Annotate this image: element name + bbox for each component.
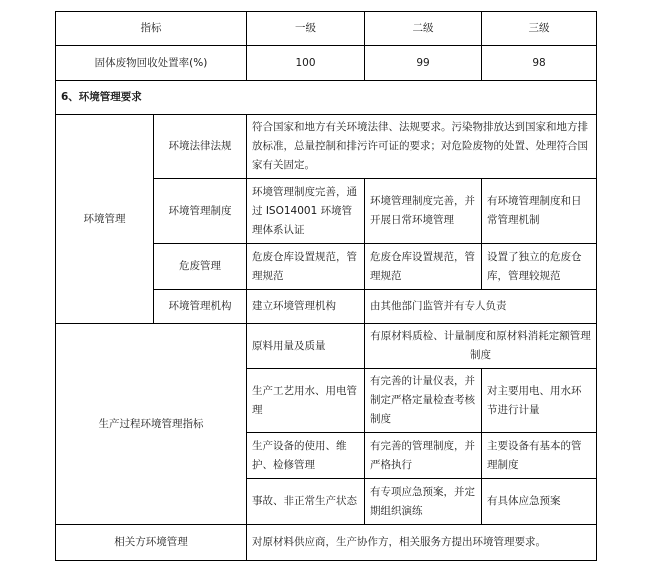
- materials-label: 原料用量及质量: [247, 324, 365, 369]
- water-label: 生产工艺用水、用电管理: [247, 369, 365, 433]
- waste-rate-level1: 100: [247, 46, 365, 81]
- hazard-level3: 设置了独立的危废仓库，管理较规范: [482, 244, 597, 290]
- org-level23: 由其他部门监管并有专人负责: [365, 290, 597, 324]
- system-label: 环境管理制度: [154, 179, 247, 244]
- law-label: 环境法律法规: [154, 115, 247, 179]
- system-level2: 环境管理制度完善，并开展日常环境管理: [365, 179, 482, 244]
- header-level2: 二级: [365, 12, 482, 46]
- standards-table: [55, 11, 597, 561]
- waste-rate-label: 固体废物回收处置率(%): [56, 46, 247, 81]
- system-level3: 有环境管理制度和日常管理机制: [482, 179, 597, 244]
- hazard-level1: 危废仓库设置规范，管理规范: [247, 244, 365, 290]
- header-level1: 一级: [247, 12, 365, 46]
- header-level3: 三级: [482, 12, 597, 46]
- related-label: 相关方环境管理: [56, 525, 247, 561]
- equipment-level3: 主要设备有基本的管理制度: [482, 433, 597, 479]
- section-title: 6、环境管理要求: [56, 81, 597, 115]
- materials-level23: 有原材料质检、计量制度和原材料消耗定额管理制度: [365, 324, 597, 369]
- water-level2: 有完善的计量仪表，并制定严格定量检查考核制度: [365, 369, 482, 433]
- env-mgmt-group: 环境管理: [56, 115, 154, 324]
- waste-rate-level2: 99: [365, 46, 482, 81]
- org-level1: 建立环境管理机构: [247, 290, 365, 324]
- equipment-level2: 有完善的管理制度，并严格执行: [365, 433, 482, 479]
- hazard-label: 危废管理: [154, 244, 247, 290]
- header-indicator: 指标: [56, 12, 247, 46]
- emergency-label: 事故、非正常生产状态: [247, 479, 365, 525]
- waste-rate-level3: 98: [482, 46, 597, 81]
- emergency-level3: 有具体应急预案: [482, 479, 597, 525]
- process-group: 生产过程环境管理指标: [56, 324, 247, 525]
- emergency-level2: 有专项应急预案，并定期组织演练: [365, 479, 482, 525]
- equipment-label: 生产设备的使用、维护、检修管理: [247, 433, 365, 479]
- law-text: 符合国家和地方有关环境法律、法规要求。污染物排放达到国家和地方排放标准，总量控制和排污许可证的要求；对危险废物的处置、处理符合国家有关固定。: [247, 115, 597, 179]
- system-level1: 环境管理制度完善，通过 ISO14001 环境管理体系认证: [247, 179, 365, 244]
- hazard-level2: 危废仓库设置规范，管理规范: [365, 244, 482, 290]
- org-label: 环境管理机构: [154, 290, 247, 324]
- water-level3: 对主要用电、用水环节进行计量: [482, 369, 597, 433]
- related-text: 对原材料供应商，生产协作方，相关服务方提出环境管理要求。: [247, 525, 597, 561]
